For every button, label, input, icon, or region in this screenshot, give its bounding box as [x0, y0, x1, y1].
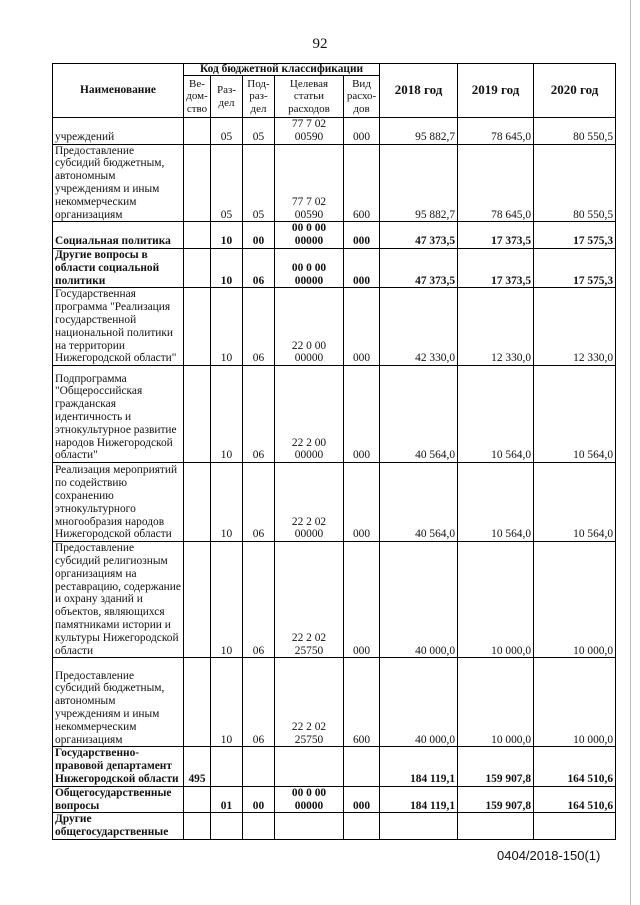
- row-value-2019: 159 907,8: [458, 786, 534, 813]
- row-value-2020: 10 000,0: [534, 542, 616, 658]
- row-target: 00 0 00 00000: [275, 786, 344, 813]
- header-code-group: Код бюджетной классификации: [184, 64, 380, 76]
- header-2018: 2018 год: [380, 64, 458, 118]
- row-vid: 000: [344, 222, 380, 249]
- header-vedomstvo: Ве-дом-ство: [184, 76, 211, 118]
- row-value-2020: 164 510,6: [534, 747, 616, 786]
- header-target: Целевая статьи расходов: [275, 76, 344, 118]
- row-vedomstvo: [184, 542, 211, 658]
- header-vid: Вид расхо-дов: [344, 76, 380, 118]
- table-row: [53, 542, 616, 658]
- row-vid: 000: [344, 288, 380, 366]
- page-edge-line: [630, 0, 631, 905]
- row-razdel: 10: [211, 463, 243, 542]
- row-razdel: 01: [211, 786, 243, 813]
- table-row: [53, 248, 616, 287]
- row-vid: 000: [344, 786, 380, 813]
- row-target: 22 2 02 25750: [275, 658, 344, 747]
- table-row: [53, 463, 616, 542]
- row-value-2018: 42 330,0: [380, 288, 458, 366]
- budget-table: [52, 63, 616, 840]
- row-razdel: 10: [211, 542, 243, 658]
- row-value-2020: 164 510,6: [534, 786, 616, 813]
- row-vedomstvo: 495: [184, 747, 211, 786]
- row-razdel: 05: [211, 144, 243, 222]
- row-target: [275, 747, 344, 786]
- row-value-2019: 17 373,5: [458, 222, 534, 249]
- page-number: 92: [312, 36, 328, 52]
- row-name: Другие вопросы в области социальной политики: [53, 248, 184, 287]
- row-target: 22 0 00 00000: [275, 288, 344, 366]
- row-podrazdel: 05: [243, 118, 275, 145]
- row-value-2019: 10 564,0: [458, 366, 534, 463]
- row-name: Социальная политика: [53, 222, 184, 249]
- row-value-2020: 17 575,3: [534, 222, 616, 249]
- row-vedomstvo: [184, 463, 211, 542]
- row-podrazdel: 06: [243, 288, 275, 366]
- row-value-2020: 12 330,0: [534, 288, 616, 366]
- row-value-2020: 10 564,0: [534, 366, 616, 463]
- row-podrazdel: 05: [243, 144, 275, 222]
- row-vedomstvo: [184, 118, 211, 145]
- row-value-2020: 80 550,5: [534, 118, 616, 145]
- row-value-2019: 78 645,0: [458, 118, 534, 145]
- row-vedomstvo: [184, 144, 211, 222]
- row-vedomstvo: [184, 786, 211, 813]
- row-vid: 000: [344, 542, 380, 658]
- table-row: [53, 366, 616, 463]
- row-razdel: [211, 813, 243, 840]
- table-row: [53, 813, 616, 840]
- row-value-2018: 47 373,5: [380, 222, 458, 249]
- row-target: 22 2 02 25750: [275, 542, 344, 658]
- row-value-2018: 184 119,1: [380, 747, 458, 786]
- row-name: Предоставление субсидий религиозным организациям на реставрацию, содержание и охрану зданий и объектов, являющихся памятниками истории и культуры Нижегородской области: [53, 542, 184, 658]
- row-vid: 000: [344, 463, 380, 542]
- row-value-2018: 40 564,0: [380, 463, 458, 542]
- row-podrazdel: [243, 747, 275, 786]
- row-razdel: 10: [211, 366, 243, 463]
- header-razdel: Раз-дел: [211, 76, 243, 118]
- row-podrazdel: 00: [243, 786, 275, 813]
- row-name: Другие общегосударственные: [53, 813, 184, 840]
- row-razdel: 10: [211, 288, 243, 366]
- table-body: [53, 118, 616, 840]
- row-value-2018: [380, 813, 458, 840]
- table-row: [53, 222, 616, 249]
- row-value-2020: 17 575,3: [534, 248, 616, 287]
- row-value-2018: 40 000,0: [380, 542, 458, 658]
- row-vid: [344, 813, 380, 840]
- table-row: [53, 786, 616, 813]
- row-target: [275, 813, 344, 840]
- table-row: [53, 288, 616, 366]
- row-value-2019: [458, 813, 534, 840]
- row-value-2020: 80 550,5: [534, 144, 616, 222]
- row-vedomstvo: [184, 288, 211, 366]
- header-name: Наименование: [53, 64, 184, 118]
- row-value-2018: 40 564,0: [380, 366, 458, 463]
- table-row: [53, 747, 616, 786]
- row-podrazdel: 06: [243, 542, 275, 658]
- row-podrazdel: 06: [243, 463, 275, 542]
- row-razdel: 10: [211, 658, 243, 747]
- row-vedomstvo: [184, 222, 211, 249]
- table-row: [53, 144, 616, 222]
- row-value-2018: 95 882,7: [380, 118, 458, 145]
- row-vid: 600: [344, 144, 380, 222]
- row-value-2018: 47 373,5: [380, 248, 458, 287]
- row-podrazdel: 06: [243, 366, 275, 463]
- row-value-2019: 78 645,0: [458, 144, 534, 222]
- row-razdel: [211, 747, 243, 786]
- row-value-2019: 12 330,0: [458, 288, 534, 366]
- row-vedomstvo: [184, 813, 211, 840]
- row-value-2018: 184 119,1: [380, 786, 458, 813]
- document-code: 0404/2018-150(1): [497, 848, 601, 863]
- row-razdel: 10: [211, 248, 243, 287]
- row-vid: 000: [344, 118, 380, 145]
- row-value-2019: 10 000,0: [458, 542, 534, 658]
- row-vid: 000: [344, 248, 380, 287]
- row-value-2019: 10 000,0: [458, 658, 534, 747]
- row-name: Предоставление субсидий бюджетным, автономным учреждениям и иным некоммерческим организациям: [53, 658, 184, 747]
- table-row: [53, 658, 616, 747]
- row-value-2018: 95 882,7: [380, 144, 458, 222]
- header-2020: 2020 год: [534, 64, 616, 118]
- row-value-2019: 17 373,5: [458, 248, 534, 287]
- row-podrazdel: 06: [243, 658, 275, 747]
- row-podrazdel: 00: [243, 222, 275, 249]
- row-vedomstvo: [184, 658, 211, 747]
- row-value-2019: 10 564,0: [458, 463, 534, 542]
- row-value-2019: 159 907,8: [458, 747, 534, 786]
- row-name: Общегосударственные вопросы: [53, 786, 184, 813]
- header-2019: 2019 год: [458, 64, 534, 118]
- row-podrazdel: [243, 813, 275, 840]
- row-target: 77 7 02 00590: [275, 144, 344, 222]
- row-target: 00 0 00 00000: [275, 248, 344, 287]
- row-name: Подпрограмма "Общероссийская гражданская идентичность и этнокультурное развитие народов Нижегородской области": [53, 366, 184, 463]
- row-vid: 600: [344, 658, 380, 747]
- row-vedomstvo: [184, 248, 211, 287]
- row-name: Государственно-правовой департамент Нижегородской области: [53, 747, 184, 786]
- row-vid: [344, 747, 380, 786]
- row-name: Предоставление субсидий бюджетным, автономным учреждениям и иным некоммерческим организациям: [53, 144, 184, 222]
- row-vid: 000: [344, 366, 380, 463]
- row-value-2020: 10 564,0: [534, 463, 616, 542]
- row-target: 22 2 00 00000: [275, 366, 344, 463]
- row-value-2020: 10 000,0: [534, 658, 616, 747]
- row-value-2020: [534, 813, 616, 840]
- row-target: 77 7 02 00590: [275, 118, 344, 145]
- row-target: 00 0 00 00000: [275, 222, 344, 249]
- row-name: Государственная программа "Реализация государственной национальной политики на территории Нижегородской области": [53, 288, 184, 366]
- table-row: [53, 118, 616, 145]
- row-razdel: 10: [211, 222, 243, 249]
- row-name: Реализация мероприятий по содействию сохранению этнокультурного многообразия народов Нижегородской области: [53, 463, 184, 542]
- row-razdel: 05: [211, 118, 243, 145]
- row-podrazdel: 06: [243, 248, 275, 287]
- row-vedomstvo: [184, 366, 211, 463]
- row-name: учреждений: [53, 118, 184, 145]
- row-value-2018: 40 000,0: [380, 658, 458, 747]
- row-target: 22 2 02 00000: [275, 463, 344, 542]
- header-podrazdel: Под-раз-дел: [243, 76, 275, 118]
